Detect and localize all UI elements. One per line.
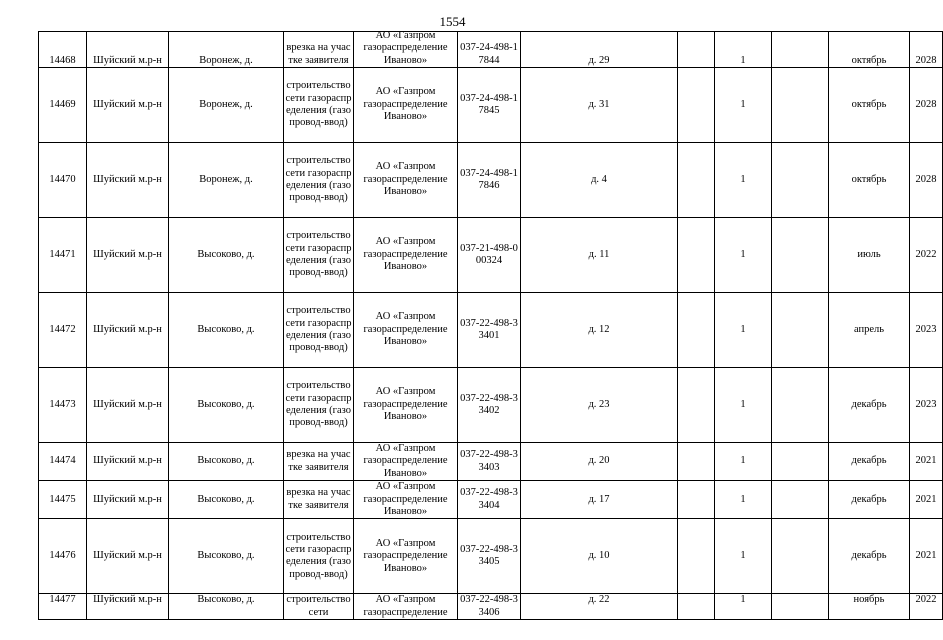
object-code-cell [458,143,521,218]
owner-cell [354,368,458,443]
owner-cell [354,519,458,594]
blank-cell-text [679,594,713,619]
blank-cell-2-text [773,594,827,619]
table-row [39,143,943,218]
work-type-cell [284,293,354,368]
table-row [39,32,943,68]
district-cell [87,368,169,443]
work-type-cell-text: строительство сети газораспределения (газопровод-ввод) [285,305,352,354]
blank-cell-2 [772,293,829,368]
object-code-cell-text: 037-21-498-000324 [460,242,518,266]
owner-cell [354,143,458,218]
object-code-cell-text: 037-22-498-33404 [460,487,518,511]
month-cell-text: июль [857,248,881,260]
blank-cell-text [679,32,713,67]
locality-cell-text: Высоково, д. [197,398,255,410]
month-cell [829,293,910,368]
locality-cell [169,293,284,368]
month-cell-text: октябрь [851,98,887,110]
address-cell [521,481,678,519]
owner-cell-text: АО «Газпром газораспределение Иваново» [363,29,448,66]
address-cell [521,143,678,218]
address-cell-text: д. 4 [591,173,607,185]
count-cell [715,443,772,481]
owner-cell-text: АО «Газпром газораспределение Иваново» [363,481,448,518]
month-cell [829,519,910,594]
year-cell-text: 2022 [915,594,937,606]
work-type-cell [284,32,354,68]
object-code-cell [458,32,521,68]
blank-cell [678,218,715,293]
page-number: 1554 [439,14,466,29]
blank-cell-2 [772,68,829,143]
row-number-cell-text: 14472 [49,323,76,335]
work-type-cell-text: строительство сети [286,594,351,618]
locality-cell [169,519,284,594]
row-number-cell-text: 14468 [49,54,76,66]
object-code-cell [458,481,521,519]
district-cell [87,143,169,218]
address-cell [521,218,678,293]
month-cell-text: октябрь [851,54,887,66]
month-cell-text: ноябрь [853,594,885,606]
count-cell-text: 1 [740,550,746,562]
address-cell [521,293,678,368]
year-cell-text: 2021 [915,493,937,505]
locality-cell [169,68,284,143]
registry-table [38,31,943,620]
owner-cell-text: АО «Газпром газораспределение Иваново» [363,161,448,198]
month-cell-text: октябрь [851,173,887,185]
locality-cell-text: Воронеж, д. [199,173,253,185]
object-code-cell [458,68,521,143]
year-cell [910,68,943,143]
address-cell [521,368,678,443]
count-cell-text: 1 [740,173,746,185]
address-cell [521,519,678,594]
locality-cell [169,594,284,620]
work-type-cell-text: врезка на участке заявителя [286,449,351,473]
district-cell-text: Шуйский м.р-н [93,54,162,66]
locality-cell [169,481,284,519]
object-code-cell-text: 037-24-498-17846 [460,167,518,191]
year-cell-text: 2028 [915,173,937,185]
work-type-cell [284,368,354,443]
blank-cell [678,68,715,143]
object-code-cell [458,368,521,443]
count-cell-text: 1 [740,594,746,606]
address-cell [521,594,678,620]
object-code-cell [458,293,521,368]
year-cell-text: 2021 [915,455,937,467]
blank-cell-2 [772,143,829,218]
object-code-cell [458,443,521,481]
object-code-cell-text: 037-22-498-33401 [460,317,518,341]
blank-cell [678,481,715,519]
object-code-cell-text: 037-22-498-33403 [460,449,518,473]
address-cell-text: д. 10 [588,550,610,562]
table-row [39,293,943,368]
owner-cell-text: АО «Газпром газораспределение Иваново» [363,86,448,123]
owner-cell [354,481,458,519]
district-cell-text: Шуйский м.р-н [93,323,162,335]
district-cell [87,68,169,143]
year-cell [910,143,943,218]
year-cell [910,293,943,368]
work-type-cell [284,594,354,620]
work-type-cell [284,143,354,218]
object-code-cell-text: 037-24-498-17844 [460,42,518,66]
row-number-cell-text: 14471 [49,248,76,260]
address-cell-text: д. 12 [588,323,610,335]
count-cell-text: 1 [740,98,746,110]
table-row [39,218,943,293]
row-number-cell [39,293,87,368]
locality-cell [169,32,284,68]
district-cell [87,481,169,519]
count-cell-text: 1 [740,248,746,260]
district-cell [87,594,169,620]
object-code-cell-text: 037-22-498-33405 [460,544,518,568]
row-number-cell [39,143,87,218]
month-cell-text: апрель [853,323,885,335]
owner-cell-text: АО «Газпром газораспределение Иваново» [363,537,448,574]
row-number-cell-text: 14477 [49,594,76,606]
owner-cell-text: АО «Газпром газораспределение Иваново» [363,236,448,273]
district-cell-text: Шуйский м.р-н [93,98,162,110]
row-number-cell [39,519,87,594]
blank-cell [678,368,715,443]
row-number-cell-text: 14476 [49,550,76,562]
work-type-cell-text: врезка на участке заявителя [286,42,351,66]
month-cell [829,481,910,519]
month-cell-text: декабрь [851,550,887,562]
count-cell-text: 1 [740,323,746,335]
district-cell [87,443,169,481]
row-number-cell [39,218,87,293]
address-cell-text: д. 20 [588,455,610,467]
work-type-cell-text: строительство сети газораспределения (газопровод-ввод) [285,155,352,204]
blank-cell-2 [772,218,829,293]
year-cell-text: 2028 [915,54,937,66]
count-cell-text: 1 [740,455,746,467]
work-type-cell-text: строительство сети газораспределения (газопровод-ввод) [285,80,352,129]
district-cell-text: Шуйский м.р-н [93,455,162,467]
year-cell-text: 2023 [915,323,937,335]
row-number-cell [39,68,87,143]
work-type-cell-text: врезка на участке заявителя [286,487,351,511]
year-cell-text: 2023 [915,398,937,410]
row-number-cell [39,32,87,68]
year-cell [910,594,943,620]
row-number-cell-text: 14470 [49,173,76,185]
object-code-cell [458,218,521,293]
district-cell-text: Шуйский м.р-н [93,248,162,260]
month-cell [829,68,910,143]
address-cell [521,443,678,481]
address-cell-text: д. 22 [588,594,610,606]
locality-cell [169,368,284,443]
month-cell [829,218,910,293]
year-cell-text: 2022 [915,248,937,260]
work-type-cell [284,218,354,293]
owner-cell [354,443,458,481]
row-number-cell [39,594,87,620]
year-cell [910,519,943,594]
locality-cell-text: Высоково, д. [197,550,255,562]
work-type-cell [284,68,354,143]
district-cell [87,32,169,68]
locality-cell-text: Высоково, д. [197,323,255,335]
address-cell [521,68,678,143]
month-cell-text: декабрь [851,455,887,467]
count-cell-text: 1 [740,493,746,505]
count-cell [715,143,772,218]
address-cell-text: д. 23 [588,398,610,410]
year-cell [910,32,943,68]
locality-cell-text: Высоково, д. [197,493,255,505]
count-cell [715,594,772,620]
object-code-cell [458,519,521,594]
district-cell [87,218,169,293]
year-cell [910,481,943,519]
blank-cell [678,519,715,594]
district-cell [87,293,169,368]
blank-cell-2 [772,519,829,594]
blank-cell-2-text [773,32,827,67]
year-cell [910,218,943,293]
blank-cell-2 [772,368,829,443]
work-type-cell-text: строительство сети газораспределения (газопровод-ввод) [285,531,352,580]
count-cell-text: 1 [740,398,746,410]
work-type-cell-text: строительство сети газораспределения (газопровод-ввод) [285,380,352,429]
table-row [39,443,943,481]
count-cell [715,293,772,368]
blank-cell-2 [772,32,829,68]
address-cell-text: д. 29 [588,54,610,66]
blank-cell-2 [772,443,829,481]
row-number-cell-text: 14473 [49,398,76,410]
owner-cell [354,218,458,293]
table-row [39,481,943,519]
month-cell [829,32,910,68]
row-number-cell [39,368,87,443]
month-cell-text: декабрь [851,493,887,505]
month-cell [829,143,910,218]
year-cell [910,443,943,481]
district-cell-text: Шуйский м.р-н [93,398,162,410]
table-row [39,519,943,594]
table-row [39,68,943,143]
object-code-cell-text: 037-22-498-33406 [460,594,518,618]
work-type-cell [284,519,354,594]
work-type-cell [284,481,354,519]
address-cell [521,32,678,68]
locality-cell-text: Высоково, д. [197,455,255,467]
locality-cell [169,443,284,481]
district-cell-text: Шуйский м.р-н [93,594,162,606]
owner-cell-text: АО «Газпром газораспределение [363,594,448,618]
count-cell [715,481,772,519]
work-type-cell-text: строительство сети газораспределения (газопровод-ввод) [285,230,352,279]
locality-cell [169,143,284,218]
month-cell [829,368,910,443]
blank-cell-2 [772,481,829,519]
count-cell [715,68,772,143]
blank-cell-2 [772,594,829,620]
blank-cell [678,594,715,620]
owner-cell-text: АО «Газпром газораспределение Иваново» [363,386,448,423]
row-number-cell [39,443,87,481]
blank-cell [678,293,715,368]
row-number-cell-text: 14475 [49,493,76,505]
district-cell-text: Шуйский м.р-н [93,493,162,505]
month-cell [829,594,910,620]
object-code-cell [458,594,521,620]
count-cell [715,519,772,594]
owner-cell-text: АО «Газпром газораспределение Иваново» [363,443,448,479]
year-cell-text: 2021 [915,550,937,562]
district-cell-text: Шуйский м.р-н [93,173,162,185]
locality-cell-text: Высоково, д. [197,594,255,606]
blank-cell [678,443,715,481]
locality-cell [169,218,284,293]
count-cell [715,218,772,293]
locality-cell-text: Высоково, д. [197,248,255,260]
month-cell-text: декабрь [851,398,887,410]
month-cell [829,443,910,481]
count-cell [715,368,772,443]
object-code-cell-text: 037-24-498-17845 [460,92,518,116]
table-row [39,368,943,443]
year-cell-text: 2028 [915,98,937,110]
address-cell-text: д. 31 [588,98,610,110]
year-cell [910,368,943,443]
count-cell [715,32,772,68]
work-type-cell [284,443,354,481]
address-cell-text: д. 11 [588,248,610,260]
count-cell-text: 1 [740,54,746,66]
owner-cell [354,29,458,68]
owner-cell [354,293,458,368]
blank-cell [678,143,715,218]
locality-cell-text: Воронеж, д. [199,54,253,66]
address-cell-text: д. 17 [588,493,610,505]
row-number-cell-text: 14469 [49,98,76,110]
owner-cell [354,594,458,620]
locality-cell-text: Воронеж, д. [199,98,253,110]
owner-cell-text: АО «Газпром газораспределение Иваново» [363,311,448,348]
district-cell-text: Шуйский м.р-н [93,550,162,562]
row-number-cell-text: 14474 [49,455,76,467]
owner-cell [354,68,458,143]
row-number-cell [39,481,87,519]
table-row [39,594,943,620]
district-cell [87,519,169,594]
object-code-cell-text: 037-22-498-33402 [460,392,518,416]
blank-cell [678,32,715,68]
